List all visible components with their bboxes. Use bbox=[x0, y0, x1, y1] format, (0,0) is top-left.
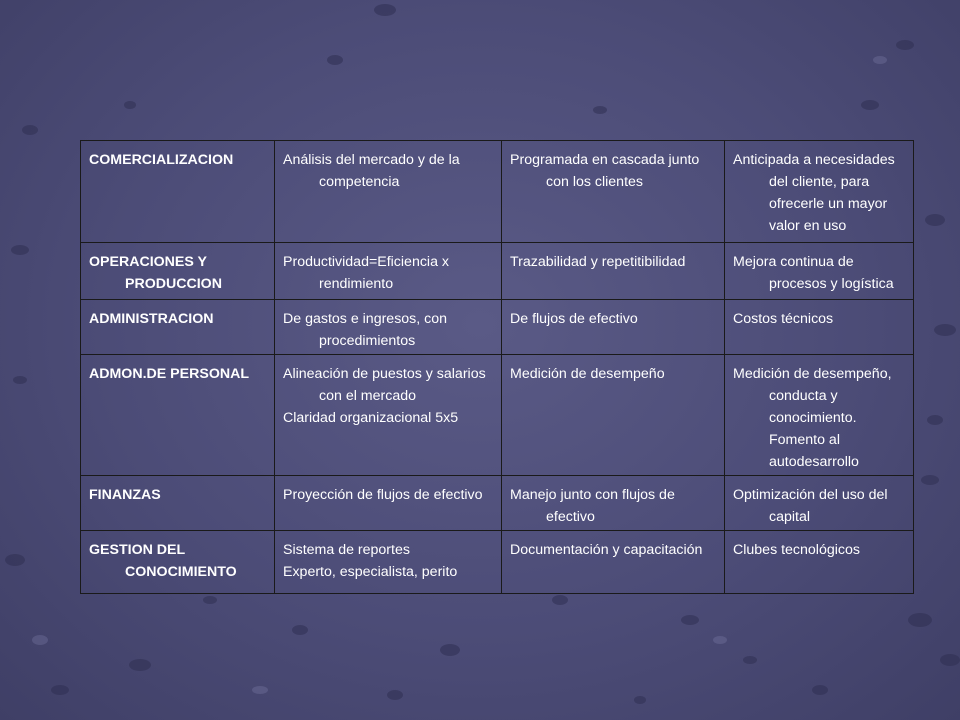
cell-text: Experto, especialista, perito bbox=[283, 564, 458, 580]
table-row bbox=[81, 355, 914, 476]
table-row bbox=[81, 141, 914, 243]
table-cell bbox=[502, 531, 725, 594]
cell-text: Análisis del mercado y de la competencia bbox=[283, 152, 460, 190]
table-cell bbox=[275, 476, 502, 531]
cell-text: Productividad=Eficiencia x rendimiento bbox=[283, 254, 450, 292]
row-header bbox=[81, 243, 275, 300]
cell-text: Medición de desempeño bbox=[510, 366, 665, 382]
cell-text: Documentación y capacitación bbox=[510, 542, 703, 558]
row-header bbox=[81, 476, 275, 531]
row-header-label: GESTION DEL CONOCIMIENTO bbox=[89, 542, 237, 580]
table-cell bbox=[275, 300, 502, 355]
table-cell bbox=[275, 355, 502, 476]
table-cell bbox=[502, 300, 725, 355]
cell-text: Sistema de reportes bbox=[283, 542, 410, 558]
table-cell bbox=[502, 141, 725, 243]
cell-text: Clubes tecnológicos bbox=[733, 542, 860, 558]
cell-text: Alineación de puestos y salarios con el mercado bbox=[283, 366, 486, 404]
table-cell bbox=[275, 243, 502, 300]
table-cell bbox=[725, 141, 914, 243]
row-header-label: ADMINISTRACION bbox=[89, 311, 214, 327]
table-cell bbox=[275, 141, 502, 243]
table-row bbox=[81, 476, 914, 531]
table-cell bbox=[725, 476, 914, 531]
cell-text: De flujos de efectivo bbox=[510, 311, 638, 327]
management-matrix-table bbox=[80, 140, 914, 594]
table-cell bbox=[725, 243, 914, 300]
row-header bbox=[81, 141, 275, 243]
cell-text: Trazabilidad y repetitibilidad bbox=[510, 254, 686, 270]
row-header-label: FINANZAS bbox=[89, 487, 161, 503]
row-header bbox=[81, 531, 275, 594]
cell-text: Claridad organizacional 5x5 bbox=[283, 410, 459, 426]
table-row bbox=[81, 300, 914, 355]
cell-text: Costos técnicos bbox=[733, 311, 834, 327]
table-cell bbox=[275, 531, 502, 594]
table-cell bbox=[725, 531, 914, 594]
table-row bbox=[81, 531, 914, 594]
table-row bbox=[81, 243, 914, 300]
cell-text: Programada en cascada junto con los clientes bbox=[510, 152, 700, 190]
cell-text: Optimización del uso del capital bbox=[733, 487, 888, 525]
table-cell bbox=[502, 476, 725, 531]
row-header-label: COMERCIALIZACION bbox=[89, 152, 234, 168]
row-header bbox=[81, 355, 275, 476]
cell-text: De gastos e ingresos, con procedimientos bbox=[283, 311, 448, 349]
cell-text: Manejo junto con flujos de efectivo bbox=[510, 487, 675, 525]
cell-text: Mejora continua de procesos y logística bbox=[733, 254, 894, 292]
cell-text: Anticipada a necesidades del cliente, para ofrecerle un mayor valor en uso bbox=[733, 152, 895, 234]
row-header-label: OPERACIONES Y PRODUCCION bbox=[89, 254, 222, 292]
table-cell bbox=[502, 355, 725, 476]
table-cell bbox=[725, 300, 914, 355]
table-cell bbox=[725, 355, 914, 476]
row-header-label: ADMON.DE PERSONAL bbox=[89, 366, 250, 382]
table-cell bbox=[502, 243, 725, 300]
row-header bbox=[81, 300, 275, 355]
cell-text: Proyección de flujos de efectivo bbox=[283, 487, 483, 503]
cell-text: Medición de desempeño, conducta y conocimiento. Fomento al autodesarrollo bbox=[733, 366, 892, 470]
